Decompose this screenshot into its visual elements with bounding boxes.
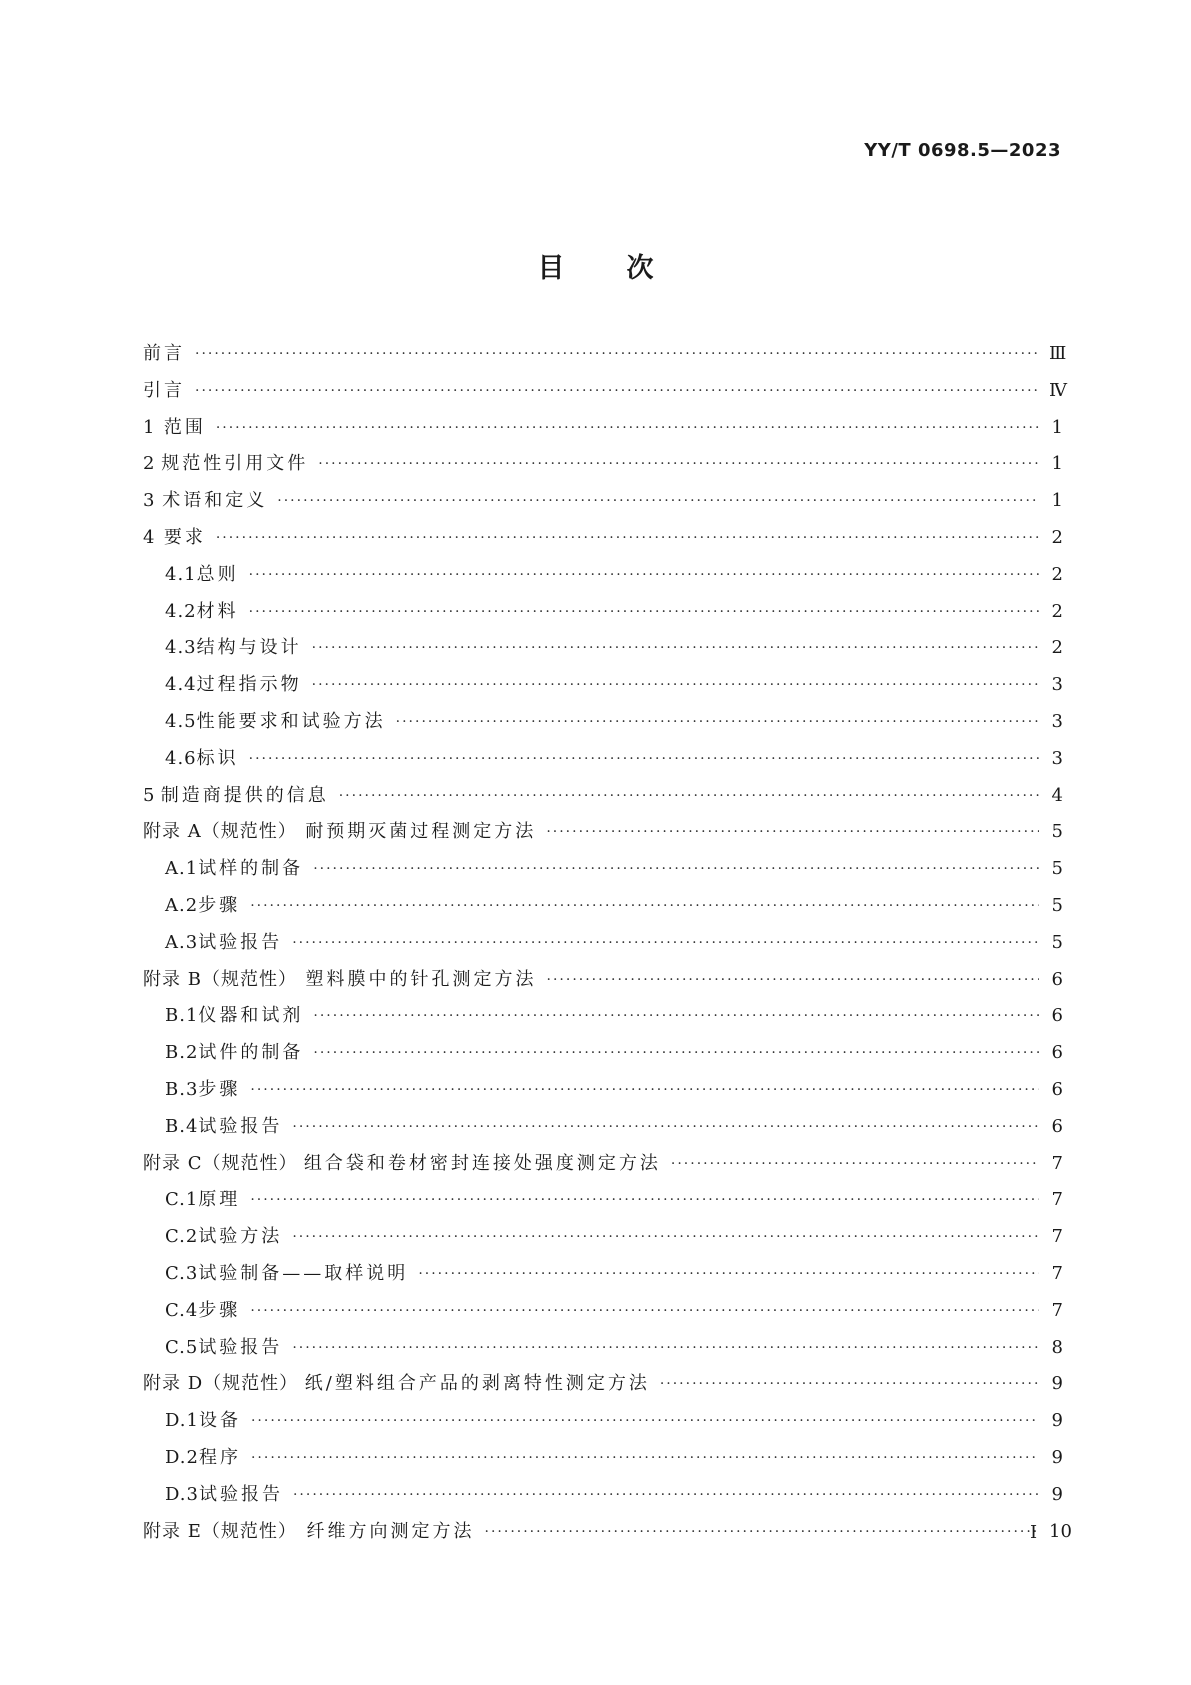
section-number: A.1 [165,858,199,880]
section-title: 塑料膜中的针孔测定方法 [305,968,537,990]
section-title: 步骤 [198,1078,241,1100]
page-ref: Ⅳ [1049,379,1067,401]
dot-leader [313,1035,1039,1072]
section-number: C.3 [165,1262,199,1284]
page-ref: 7 [1051,1189,1063,1211]
dot-leader [292,1109,1039,1146]
section-title: 纸/塑料组合产品的剥离特性测定方法 [304,1373,650,1395]
page-ref: 6 [1051,1078,1063,1100]
section-number: B.4 [165,1115,199,1137]
section-title: 结构与设计 [196,637,302,659]
toc-entry[interactable] [143,483,1063,520]
section-title: 耐预期灭菌过程测定方法 [305,821,537,843]
page-ref: 2 [1051,526,1063,548]
section-number: C.2 [165,1226,199,1248]
toc-entry[interactable] [143,704,1063,741]
section-number: B.1 [165,1005,199,1027]
page-ref: 4 [1051,784,1063,806]
dot-leader [249,594,1039,631]
toc-entry[interactable] [143,520,1063,557]
page-ref: 7 [1051,1262,1063,1284]
dot-leader [312,667,1039,704]
section-number: 4.1 [165,563,197,585]
page-ref: 9 [1051,1446,1063,1468]
section-title: 试验报告 [198,931,283,953]
page-ref: 1 [1051,416,1063,438]
section-title: 试样的制备 [198,858,304,880]
toc-entry[interactable] [143,336,1067,373]
page-ref: 6 [1051,968,1063,990]
section-number: D.2 [165,1446,199,1468]
section-number: D.3 [165,1483,199,1505]
dot-leader [216,410,1039,447]
section-title: 试验报告 [198,1336,283,1358]
section-number: 4.4 [165,674,197,696]
page-ref: 7 [1051,1152,1063,1174]
dot-leader [671,1146,1039,1183]
toc-entry[interactable] [143,410,1063,447]
section-number: B.3 [165,1078,199,1100]
dot-leader [339,778,1039,815]
section-number: C.1 [165,1189,199,1211]
dot-leader [250,1182,1039,1219]
page-ref: 5 [1051,931,1063,953]
appendix-prefix: 附录 E（规范性） [143,1520,297,1542]
section-number: 3 [143,490,156,512]
page-ref: 2 [1051,637,1063,659]
toc-entry[interactable] [143,667,1063,704]
page-ref: 9 [1051,1410,1063,1432]
page-ref: 7 [1051,1226,1063,1248]
dot-leader [660,1366,1039,1403]
toc-entry[interactable] [143,594,1063,631]
toc-entry[interactable] [143,962,1063,999]
dot-leader [418,1256,1039,1293]
dot-leader [277,483,1039,520]
section-title: 步骤 [198,1299,241,1321]
section-number: 1 [143,416,156,438]
page-ref: 6 [1051,1005,1063,1027]
page-ref: 9 [1051,1373,1063,1395]
dot-leader [250,1293,1039,1330]
section-number: 4 [143,526,156,548]
toc-entry[interactable] [143,557,1063,594]
toc-entry[interactable] [143,1330,1063,1367]
section-number: D.1 [165,1410,199,1432]
page-ref: 7 [1051,1299,1063,1321]
toc-entry[interactable] [143,1293,1063,1330]
dot-leader [249,741,1039,778]
section-title: 引言 [143,379,185,401]
section-number: C.4 [165,1299,199,1321]
page-ref: 5 [1051,894,1063,916]
section-title: 试验报告 [198,1115,283,1137]
section-title: 标识 [196,747,239,769]
page-ref: 6 [1051,1115,1063,1137]
page-ref: 3 [1051,710,1063,732]
section-title: 纤维方向测定方法 [306,1520,475,1542]
dot-leader [292,925,1039,962]
section-title: 总则 [196,563,239,585]
dot-leader [195,336,1039,373]
dot-leader [318,446,1039,483]
toc-entry[interactable] [143,1477,1063,1514]
page-ref: 5 [1051,858,1063,880]
section-title: 材料 [196,600,239,622]
section-title: 过程指示物 [196,674,302,696]
page-ref: 2 [1051,600,1063,622]
toc-entry[interactable] [143,1256,1063,1293]
dot-leader [292,1219,1039,1256]
dot-leader [396,704,1039,741]
section-number: C.5 [165,1336,199,1358]
section-title: 术语和定义 [162,490,268,512]
dot-leader [312,630,1039,667]
toc-entry[interactable] [143,1366,1063,1403]
page-number: I [1030,1522,1038,1543]
section-number: 4.5 [165,710,197,732]
dot-leader [313,851,1039,888]
dot-leader [216,520,1039,557]
section-title: 要求 [163,526,206,548]
table-of-contents [143,336,1072,1550]
section-title: 试件的制备 [198,1042,304,1064]
section-number: 4.6 [165,747,197,769]
dot-leader [293,1477,1039,1514]
section-title: 性能要求和试验方法 [196,710,386,732]
toc-entry[interactable] [143,1182,1063,1219]
appendix-prefix: 附录 B（规范性） [143,968,297,990]
toc-entry[interactable] [143,998,1063,1035]
toc-entry[interactable] [143,373,1067,410]
section-number: A.2 [165,894,199,916]
dot-leader [547,962,1039,999]
section-title: 程序 [198,1446,241,1468]
page-ref: 6 [1051,1042,1063,1064]
section-title: 试验制备——取样说明 [198,1262,409,1284]
section-number: 4.3 [165,637,197,659]
toc-entry[interactable] [143,630,1063,667]
page-ref: 3 [1051,674,1063,696]
page-ref: 8 [1051,1336,1063,1358]
dot-leader [251,1440,1039,1477]
page-title: 目次 [537,253,716,284]
dot-leader [546,814,1039,851]
page-ref: Ⅲ [1049,343,1067,364]
toc-entry[interactable] [143,778,1063,815]
section-number: 4.2 [165,600,197,622]
page-ref: 1 [1051,490,1063,512]
dot-leader [250,1072,1039,1109]
toc-entry[interactable] [143,1072,1063,1109]
section-title: 步骤 [198,894,241,916]
toc-entry[interactable] [143,1219,1063,1256]
toc-entry[interactable] [143,1109,1063,1146]
section-title: 组合袋和卷材密封连接处强度测定方法 [303,1152,661,1174]
page-ref: 9 [1051,1483,1063,1505]
page-ref: 10 [1049,1520,1072,1542]
section-number: B.2 [165,1042,199,1064]
section-title: 试验方法 [198,1226,283,1248]
toc-entry[interactable] [143,741,1063,778]
section-title: 制造商提供的信息 [160,784,329,806]
toc-entry[interactable] [143,925,1063,962]
dot-leader [292,1330,1039,1367]
toc-entry[interactable] [143,851,1063,888]
page-ref: 3 [1051,747,1063,769]
page-ref: 5 [1051,821,1063,843]
toc-entry[interactable] [143,446,1063,483]
toc-entry[interactable] [143,1514,1072,1551]
section-number: 5 [143,784,156,806]
dot-leader [485,1514,1039,1551]
section-title: 设备 [198,1410,241,1432]
dot-leader [249,557,1039,594]
toc-entry[interactable] [143,1440,1063,1477]
section-title: 仪器和试剂 [198,1005,304,1027]
toc-entry[interactable] [143,888,1063,925]
section-title: 试验报告 [198,1483,283,1505]
page-ref: 1 [1051,453,1063,475]
section-title: 范围 [163,416,206,438]
section-number: A.3 [165,931,199,953]
section-title: 原理 [198,1189,241,1211]
section-title: 前言 [143,343,185,364]
appendix-prefix: 附录 D（规范性） [143,1373,299,1395]
standard-code: YY/T 0698.5—2023 [864,140,1061,161]
toc-entry[interactable] [143,1146,1063,1183]
toc-entry[interactable] [143,1403,1063,1440]
dot-leader [250,888,1039,925]
dot-leader [195,373,1039,410]
toc-entry[interactable] [143,814,1063,851]
appendix-prefix: 附录 C（规范性） [143,1152,298,1174]
dot-leader [251,1403,1039,1440]
appendix-prefix: 附录 A（规范性） [143,821,297,843]
dot-leader [313,998,1039,1035]
section-title: 规范性引用文件 [161,453,309,475]
toc-entry[interactable] [143,1035,1063,1072]
section-number: 2 [143,453,156,475]
page-ref: 2 [1051,563,1063,585]
